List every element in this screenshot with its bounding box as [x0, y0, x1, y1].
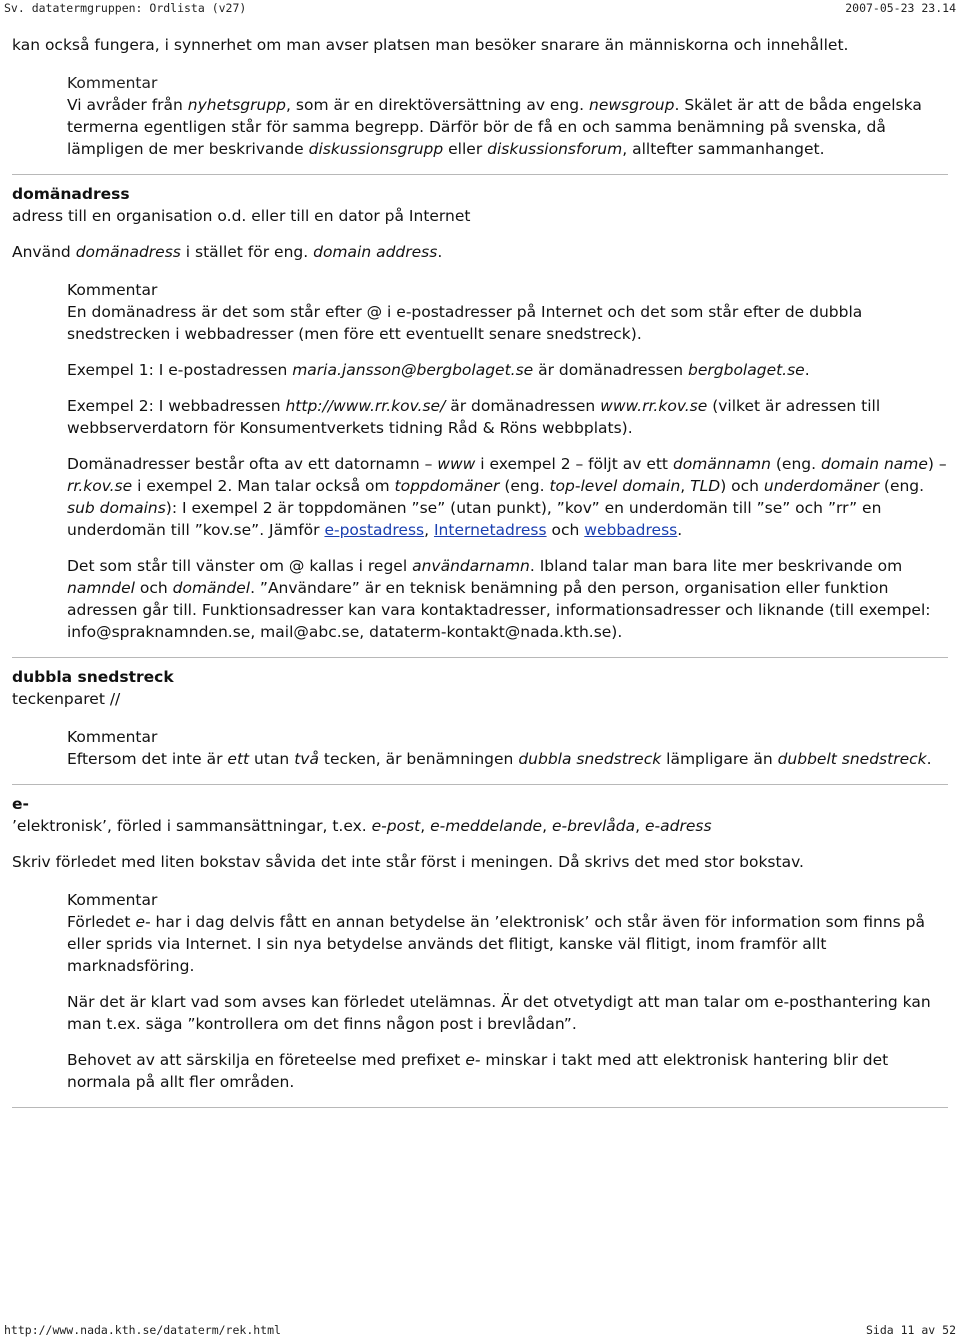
divider	[12, 1107, 948, 1108]
entry-term-domanadress: domänadress	[12, 185, 130, 203]
link-internetadress[interactable]: Internetadress	[433, 521, 547, 539]
divider	[12, 784, 948, 785]
footer-page-number: Sida 11 av 52	[865, 1323, 956, 1337]
entry-usage: Skriv förledet med liten bokstav såvida det inte står först i meningen. Då skrivs det med stor bokstav.	[12, 853, 804, 871]
continued-text: kan också fungera, i synnerhet om man avser platsen man besöker snarare än människorna och innehållet.	[12, 36, 849, 54]
example-1: Exempel 1: I e-postadressen maria.jansson@bergbolaget.se är domänadressen bergbolaget.se.	[67, 361, 810, 379]
comment-paragraph-domains: Domänadresser består ofta av ett datornamn – www i exempel 2 – följt av ett domännamn (eng. domain name) – rr.kov.se i exempel 2. Man talar också om toppdomäner (eng. top-level domain, TLD) och underdomäner (eng. sub domains): I exempel 2 är toppdomänen ”se” (utan punkt), ”kov” en underdomän till ”se” och ”rr” en underdomän till ”kov.se”. Jämför e-postadress, Internetadress och webbadress.	[67, 455, 947, 539]
entry-definition: ’elektronisk’, förled i sammansättningar, t.ex. e-post, e-meddelande, e-brevlåda, e-adress	[12, 817, 712, 835]
entry-term-e: e-	[12, 795, 29, 813]
entry-term-dubbla-snedstreck: dubbla snedstreck	[12, 668, 174, 686]
comment-text: Eftersom det inte är ett utan två tecken, är benämningen dubbla snedstreck lämpligare än dubbelt snedstreck.	[67, 750, 932, 768]
entry-definition: teckenparet //	[12, 690, 121, 708]
comment-paragraph: Behovet av att särskilja en företeelse med prefixet e- minskar i takt med att elektronisk hantering blir det normala på allt fler områden.	[67, 1051, 889, 1091]
comment-paragraph: Förledet e- har i dag delvis fått en annan betydelse än ’elektronisk’ och står även för information som finns på eller sprids via Internet. I sin nya betydelse används det flitigt, kanske väl flitigt, inom framför allt marknadsföring.	[67, 913, 925, 975]
entry-definition: adress till en organisation o.d. eller till en dator på Internet	[12, 207, 471, 225]
comment-paragraph-user: Det som står till vänster om @ kallas i regel användarnamn. Ibland talar man bara lite mer beskrivande om namndel och domändel. ”Användare” är en teknisk benämning på den person, organisation eller funktion adressen går till. Funktionsadresser kan vara kontaktadresser, informationsadresser och liknande (till exempel: info@spraknamnden.se, mail@abc.se, dataterm-kontakt@nada.kth.se).	[67, 557, 931, 641]
document-body	[12, 0, 948, 1116]
divider	[12, 657, 948, 658]
entry-usage: Använd domänadress i stället för eng. domain address.	[12, 243, 443, 261]
comment-paragraph: En domänadress är det som står efter @ i e-postadresser på Internet och det som står efter de dubbla snedstrecken i webbadresser (men före ett eventuellt senare snedstreck).	[67, 303, 863, 343]
page-footer	[0, 1322, 960, 1338]
link-e-postadress[interactable]: e-postadress	[324, 521, 425, 539]
comment-label: Kommentar	[67, 281, 158, 299]
comment-label: Kommentar	[67, 891, 158, 909]
example-2: Exempel 2: I webbadressen http://www.rr.kov.se/ är domänadressen www.rr.kov.se (vilket är adressen till webbserverdatorn för Konsumentverkets tidning Råd & Röns webbplats).	[67, 397, 881, 437]
footer-url: http://www.nada.kth.se/dataterm/rek.html	[4, 1323, 281, 1337]
header-title: Sv. datatermgruppen: Ordlista (v27)	[4, 1, 247, 15]
comment-paragraph: När det är klart vad som avses kan förledet utelämnas. Är det otvetydigt att man talar om e-posthantering kan man t.ex. säga ”kontrollera om det finns någon post i brevlådan”.	[67, 993, 931, 1033]
header-timestamp: 2007-05-23 23.14	[845, 1, 956, 15]
comment-text: Vi avråder från nyhetsgrupp, som är en direktöversättning av eng. newsgroup. Skälet är att de båda engelska termerna egentligen står för samma begrepp. Därför bör de få en och samma benämning på svenska, då lämpligen de mer beskrivande diskussionsgrupp eller diskussionsforum, alltefter sammanhanget.	[67, 96, 922, 158]
divider	[12, 174, 948, 175]
link-webbadress[interactable]: webbadress	[584, 521, 678, 539]
comment-label: Kommentar	[67, 728, 158, 746]
comment-label: Kommentar	[67, 74, 158, 92]
